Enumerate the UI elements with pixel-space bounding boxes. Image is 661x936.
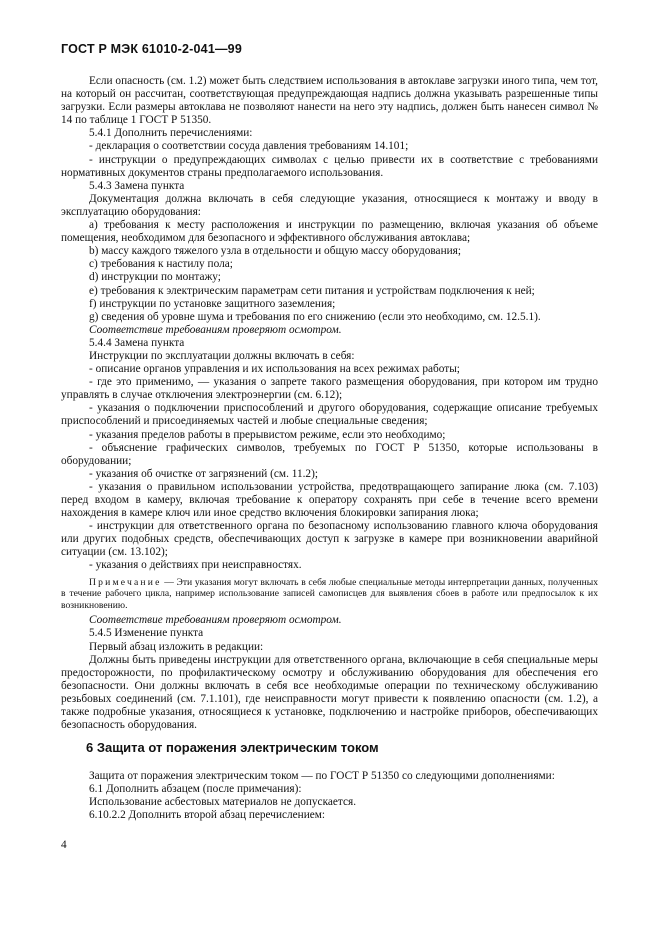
compliance-note: Соответствие требованиям проверяют осмотром. bbox=[89, 323, 342, 336]
section-title: 6 Защита от поражения электрическим током bbox=[86, 740, 379, 755]
list-item: - инструкции о предупреждающих символах с целью привести их в соответствие с требованиями нормативных документов страны предполагаемого использования. bbox=[61, 153, 598, 179]
list-item: a) требования к месту расположения и инструкции по размещению, включая указания об объеме помещения, необходимом для безопасного и эффективного обслуживания автоклава; bbox=[61, 219, 598, 245]
paragraph: Если опасность (см. 1.2) может быть следствием использования в автоклаве загрузки иного типа, чем тот, на который он рассчитан, соответствующая предупреждающая надпись должна указывать разрешенные типы загрузки. Если размеры автоклава не позволяют нанести на него эту надпись, должен быть нанесен символ № 14 по таблице 1 ГОСТ Р 51350. bbox=[61, 75, 598, 127]
list-item: - инструкции для ответственного органа по безопасному использованию главного ключа оборудования или других подобных средств, обеспечивающих доступ к загрузке в камере при возникновении аварийной ситуации (см. 13.102); bbox=[61, 520, 598, 559]
list-item: - указания об очистке от загрязнений (см. 11.2); bbox=[89, 467, 318, 480]
list-item: - объяснение графических символов, требуемых по ГОСТ Р 51350, которые использованы в оборудовании; bbox=[61, 441, 598, 467]
list-item: - указания о подключении приспособлений и другого оборудования, содержащие описание требуемых приспособлений и присоединяемых частей и любые специальные сведения; bbox=[61, 402, 598, 428]
list-item: - описание органов управления и их использования на всех режимах работы; bbox=[89, 363, 460, 376]
list-item: f) инструкции по установке защитного заземления; bbox=[89, 297, 336, 310]
paragraph: Первый абзац изложить в редакции: bbox=[89, 640, 264, 653]
note bbox=[61, 577, 598, 612]
list-item: b) массу каждого тяжелого узла в отдельности и общую массу оборудования; bbox=[89, 245, 461, 258]
list-item: - указания пределов работы в прерывистом режиме, если это необходимо; bbox=[89, 428, 446, 441]
document-header: ГОСТ Р МЭК 61010-2-041—99 bbox=[61, 42, 242, 56]
list-item: c) требования к настилу пола; bbox=[89, 258, 233, 271]
list-item: - указания о действиях при неисправностях. bbox=[89, 559, 302, 572]
clause-heading: 5.4.4 Замена пункта bbox=[89, 336, 185, 349]
list-item: - указания о правильном использовании устройства, предотвращающего запирание люка (см. 7.103) перед входом в камеру, включая требование к оператору сохранять при себе в течение всего времени нахождения в камере ключ или иное средство включения блокировки запирания люка; bbox=[61, 480, 598, 520]
clause-heading: 6.10.2.2 Дополнить второй абзац перечислением: bbox=[89, 809, 326, 822]
list-item: - декларация о соответствии сосуда давления требованиям 14.101; bbox=[89, 140, 409, 153]
list-item: e) требования к электрическим параметрам сети питания и устройствам подключения к ней; bbox=[89, 284, 535, 297]
page-number: 4 bbox=[61, 839, 67, 851]
clause-heading: 6.1 Дополнить абзацем (после примечания): bbox=[89, 783, 302, 796]
paragraph: Использование асбестовых материалов не допускается. bbox=[89, 796, 357, 809]
section-body bbox=[61, 770, 598, 822]
note-label: Примечание bbox=[89, 576, 162, 588]
paragraph: Должны быть приведены инструкции для ответственного органа, включающие в себя специальные меры предосторожности, по профилактическому осмотру и обслуживанию оборудования для обеспечения его безопасности. Они должны включать в себя все необходимые операции по техническому обслуживанию резьбовых соединений (см. 7.1.101), где неисправности могут привести к появлению опасности (см. 1.2), а также подробные указания, относящиеся к установке, подключению и настройке приборов, обеспечивающих безопасность оборудования. bbox=[61, 653, 598, 732]
list-item: - где это применимо, — указания о запрете такого размещения оборудования, при котором им трудно управлять в случае отключения электроэнергии (см. 6.12); bbox=[61, 376, 598, 402]
list-item: d) инструкции по монтажу; bbox=[89, 271, 221, 284]
note-text: — Эти указания могут включать в себя любые специальные методы интерпретации данных, полученных в течение рабочего цикла, например использование записей самописцев для выявления сбоев в работе или предпосылок к их возникновению. bbox=[61, 576, 598, 611]
paragraph: Инструкции по эксплуатации должны включать в себя: bbox=[89, 349, 355, 362]
paragraph: Защита от поражения электрическим током — по ГОСТ Р 51350 со следующими дополнениями: bbox=[89, 770, 555, 782]
paragraph: Документация должна включать в себя следующие указания, относящиеся к монтажу и вводу в эксплуатацию оборудования: bbox=[61, 192, 598, 218]
compliance-note: Соответствие требованиям проверяют осмотром. bbox=[89, 614, 342, 627]
clause-heading: 5.4.5 Изменение пункта bbox=[89, 627, 204, 640]
list-item: g) сведения об уровне шума и требования по его снижению (если это необходимо, см. 12.5.1). bbox=[89, 310, 541, 323]
document-body bbox=[61, 75, 598, 732]
clause-heading: 5.4.3 Замена пункта bbox=[89, 179, 185, 192]
clause-heading: 5.4.1 Дополнить перечислениями: bbox=[89, 127, 253, 140]
